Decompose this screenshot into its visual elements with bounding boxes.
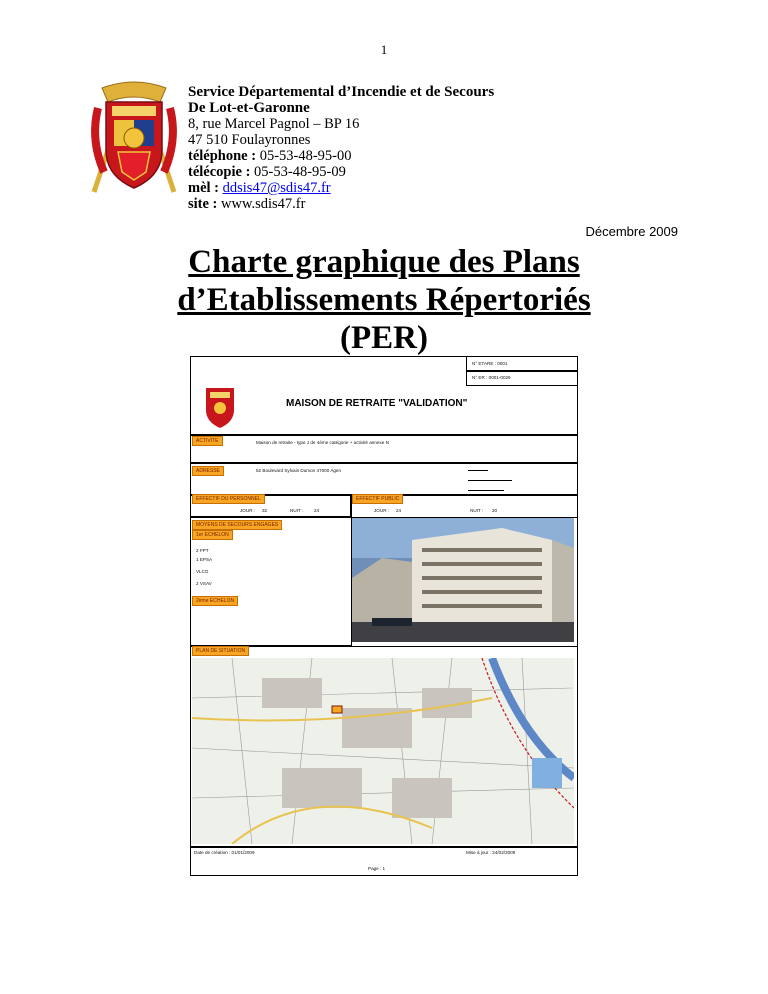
per-night-public: 20: [492, 508, 498, 513]
per-echelon1-item: 2 FPT: [196, 548, 209, 553]
page-number: 1: [380, 42, 388, 57]
per-echelon1-item: VLCG: [196, 569, 209, 574]
org-name-line1: Service Départemental d’Incendie et de Secours: [188, 84, 495, 100]
per-night-label-public: NUIT :: [470, 508, 484, 513]
per-building-photo: [352, 518, 574, 642]
per-address-text: 52 Boulevard Sylvain Dumon 47000 Agen: [256, 468, 342, 473]
org-address2: 47 510 Foulayronnes: [188, 132, 311, 148]
org-phone-row: [188, 148, 494, 164]
org-mail-row: [188, 180, 494, 196]
per-heading: MAISON DE RETRAITE "VALIDATION": [286, 398, 468, 409]
org-fax-row: [188, 164, 494, 180]
org-address1: 8, rue Marcel Pagnol – BP 16: [188, 116, 360, 132]
per-date-label: Date de création : 01/01/2009: [194, 850, 255, 855]
org-name-line2: De Lot-et-Garonne: [188, 100, 310, 116]
sdis-emblem: [88, 80, 180, 198]
per-situation-tag: PLAN DE SITUATION: [192, 646, 249, 656]
per-night-label-staff: NUIT :: [290, 508, 304, 513]
phone-label: téléphone :: [188, 148, 257, 164]
per-echelon1-item: 2 VSAV: [196, 581, 212, 586]
per-emblem-icon: [198, 384, 242, 430]
site-label: site :: [188, 196, 218, 212]
phone-value: 05-53-48-95-00: [259, 148, 352, 164]
per-day-public: 24: [396, 508, 402, 513]
per-day-staff: 32: [262, 508, 268, 513]
per-form-image: [190, 356, 578, 876]
per-activity-tag: ACTIVITE: [192, 436, 223, 446]
per-field-line3: [468, 486, 504, 491]
per-ref2: N° ER : 0001-0026: [472, 375, 511, 380]
site-value: www.sdis47.fr: [221, 196, 306, 212]
per-echelon1-item: 1 EPSA: [196, 557, 213, 562]
per-situation-map: [192, 658, 574, 844]
organization-header: [188, 84, 494, 212]
per-field-line1: [468, 466, 488, 471]
per-day-label-public: JOUR :: [374, 508, 390, 513]
title-line1: Charte graphique des Plans: [188, 244, 580, 280]
per-echelon2-tag: 2ème ECHELON: [192, 596, 238, 606]
mail-label: mèl :: [188, 180, 219, 196]
per-maj-label: Mise à jour : 24/02/2009: [466, 850, 516, 855]
per-address-frame: [190, 462, 578, 496]
per-public-tag: EFFECTIF PUBLIC: [352, 494, 403, 504]
per-day-label-staff: JOUR :: [240, 508, 256, 513]
per-night-staff: 24: [314, 508, 320, 513]
per-staff-tag: EFFECTIF DU PERSONNEL: [192, 494, 265, 504]
mail-link[interactable]: ddsis47@sdis47.fr: [222, 180, 331, 196]
per-field-line2: [468, 476, 512, 481]
document-title: [0, 243, 768, 357]
per-activity-text: Maison de retraite - type J de 4ème catégorie + activité annexe N: [256, 440, 389, 445]
document-date: Décembre 2009: [585, 224, 678, 239]
per-means-tag: MOYENS DE SECOURS ENGAGES: [192, 520, 282, 530]
per-ref1: N° ETARE : 0001: [472, 361, 508, 366]
per-page-label: Page : 1: [368, 866, 386, 871]
per-echelon1-tag: 1er ECHELON: [192, 530, 233, 540]
fax-label: télécopie :: [188, 164, 251, 180]
title-line2: d’Etablissements Répertoriés: [177, 282, 591, 318]
org-site-row: [188, 196, 494, 212]
title-line3: (PER): [340, 320, 428, 356]
fax-value: 05-53-48-95-09: [254, 164, 346, 180]
per-activity-frame: [190, 434, 578, 464]
per-address-tag: ADRESSE: [192, 466, 224, 476]
